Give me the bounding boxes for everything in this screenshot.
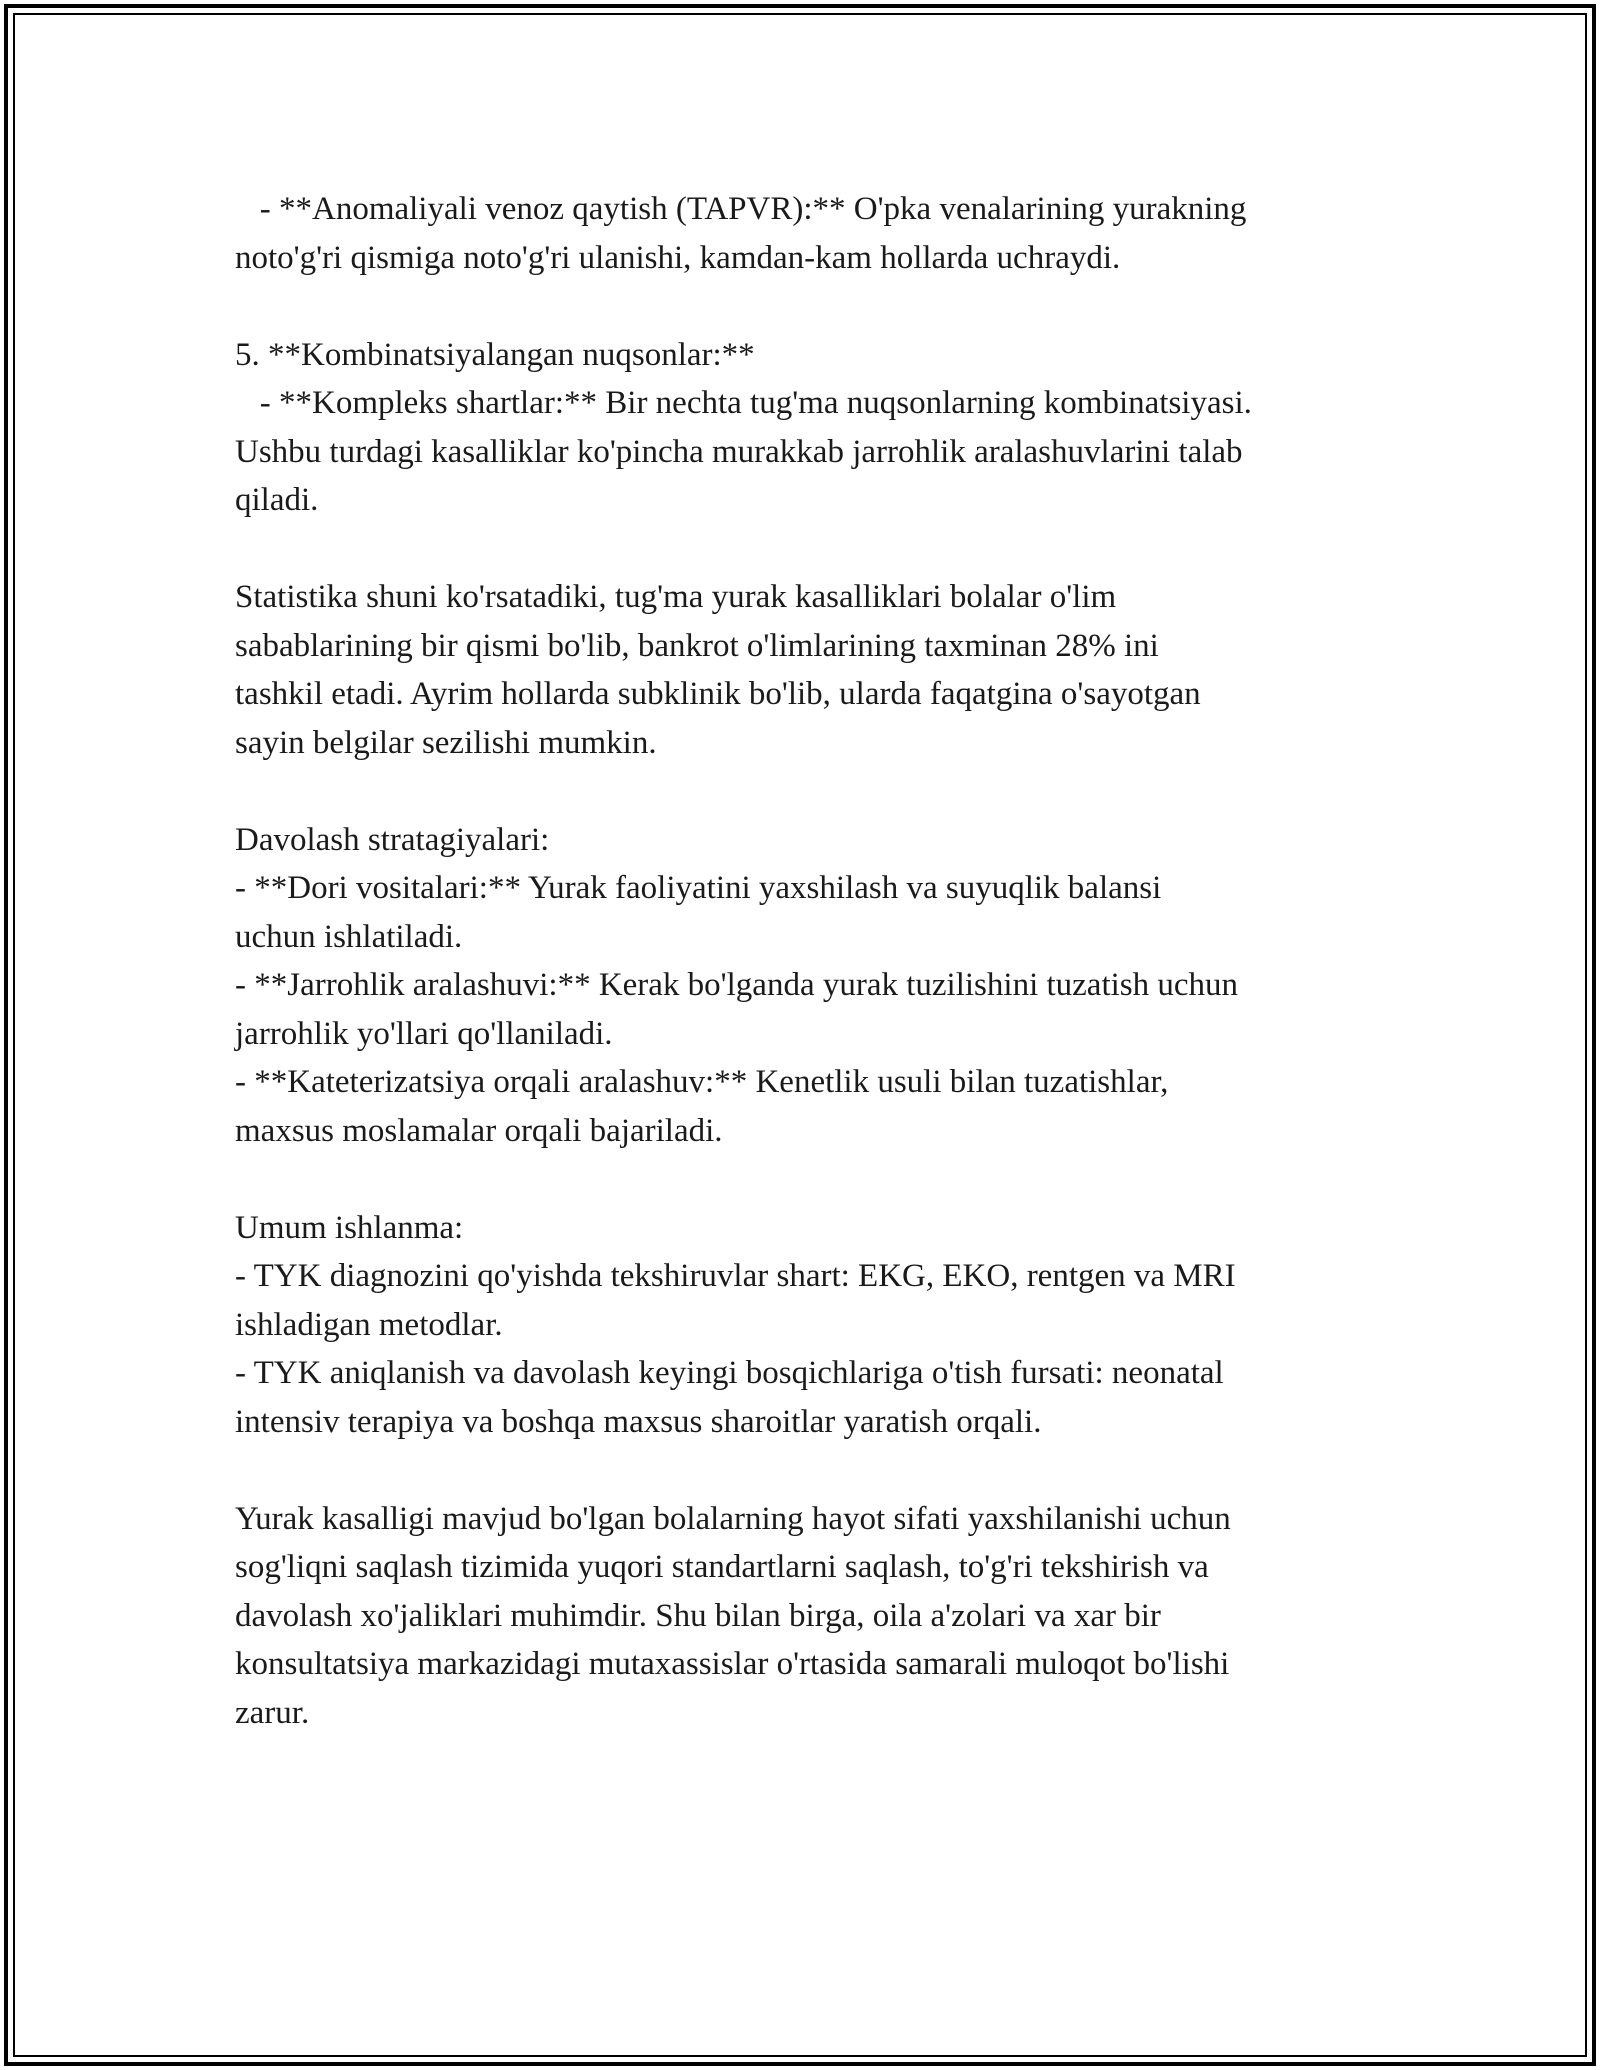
text-line: maxsus moslamalar orqali bajariladi. xyxy=(235,1112,723,1149)
text-line: - **Kompleks shartlar:** Bir nechta tug'ma nuqsonlarning kombinatsiyasi. xyxy=(235,385,1252,421)
text-line: - **Jarrohlik aralashuvi:** Kerak bo'lganda yurak tuzilishini tuzatish uchun xyxy=(235,967,1239,1003)
text-line: Yurak kasalligi mavjud bo'lgan bolalarning hayot sifati yaxshilanishi uchun xyxy=(235,1500,1231,1537)
text-line: qiladi. xyxy=(235,482,319,518)
text-line: ishladigan metodlar. xyxy=(235,1306,503,1343)
text-line: 5. **Kombinatsiyalangan nuqsonlar:** xyxy=(235,336,755,373)
text-line: Davolash stratagiyalari: xyxy=(235,821,550,858)
text-line: uchun ishlatiladi. xyxy=(235,918,463,955)
paragraph-treatment xyxy=(235,816,1375,1156)
text-line: - **Anomaliyali venoz qaytish (TAPVR):** O'pka venalarining yurakning xyxy=(235,191,1247,227)
text-line: - **Dori vositalari:** Yurak faoliyatini yaxshilash va suyuqlik balansi xyxy=(235,870,1162,906)
text-line: - **Kateterizatsiya orqali aralashuv:** Kenetlik usuli bilan tuzatishlar, xyxy=(235,1064,1169,1100)
paragraph-statistics xyxy=(235,573,1375,767)
text-line: sabablarining bir qismi bo'lib, bankrot o'limlarining taxminan 28% ini xyxy=(235,627,1159,664)
document-body xyxy=(235,185,1375,1737)
text-line: davolash xo'jaliklari muhimdir. Shu bilan birga, oila a'zolari va xar bir xyxy=(235,1597,1161,1634)
paragraph-general xyxy=(235,1204,1375,1447)
text-line: - TYK aniqlanish va davolash keyingi bosqichlariga o'tish fursati: neonatal xyxy=(235,1355,1224,1391)
paragraph-gap xyxy=(235,1446,1375,1495)
paragraph-gap xyxy=(235,767,1375,816)
paragraph-gap xyxy=(235,525,1375,574)
text-line: intensiv terapiya va boshqa maxsus sharoitlar yaratish orqali. xyxy=(235,1403,1042,1440)
text-line: Statistika shuni ko'rsatadiki, tug'ma yurak kasalliklari bolalar o'lim xyxy=(235,579,1117,615)
paragraph-tapvr xyxy=(235,185,1375,282)
paragraph-conclusion xyxy=(235,1495,1375,1738)
text-line: konsultatsiya markazidagi mutaxassislar o'rtasida samarali muloqot bo'lishi xyxy=(235,1646,1230,1682)
text-line: - TYK diagnozini qo'yishda tekshiruvlar shart: EKG, EKO, rentgen va MRI xyxy=(235,1258,1236,1294)
paragraph-combined-defects xyxy=(235,331,1375,525)
text-line: zarur. xyxy=(235,1694,310,1731)
paragraph-gap xyxy=(235,1155,1375,1204)
text-line: sayin belgilar sezilishi mumkin. xyxy=(235,724,657,761)
text-line: jarrohlik yo'llari qo'llaniladi. xyxy=(235,1015,613,1052)
text-line: Umum ishlanma: xyxy=(235,1209,464,1246)
text-line: sog'liqni saqlash tizimida yuqori standartlarni saqlash, to'g'ri tekshirish va xyxy=(235,1549,1209,1585)
text-line: tashkil etadi. Ayrim hollarda subklinik bo'lib, ularda faqatgina o'sayotgan xyxy=(235,676,1201,712)
paragraph-gap xyxy=(235,282,1375,331)
text-line: Ushbu turdagi kasalliklar ko'pincha murakkab jarrohlik aralashuvlarini talab xyxy=(235,433,1243,470)
text-line: noto'g'ri qismiga noto'g'ri ulanishi, kamdan-kam hollarda uchraydi. xyxy=(235,239,1121,276)
